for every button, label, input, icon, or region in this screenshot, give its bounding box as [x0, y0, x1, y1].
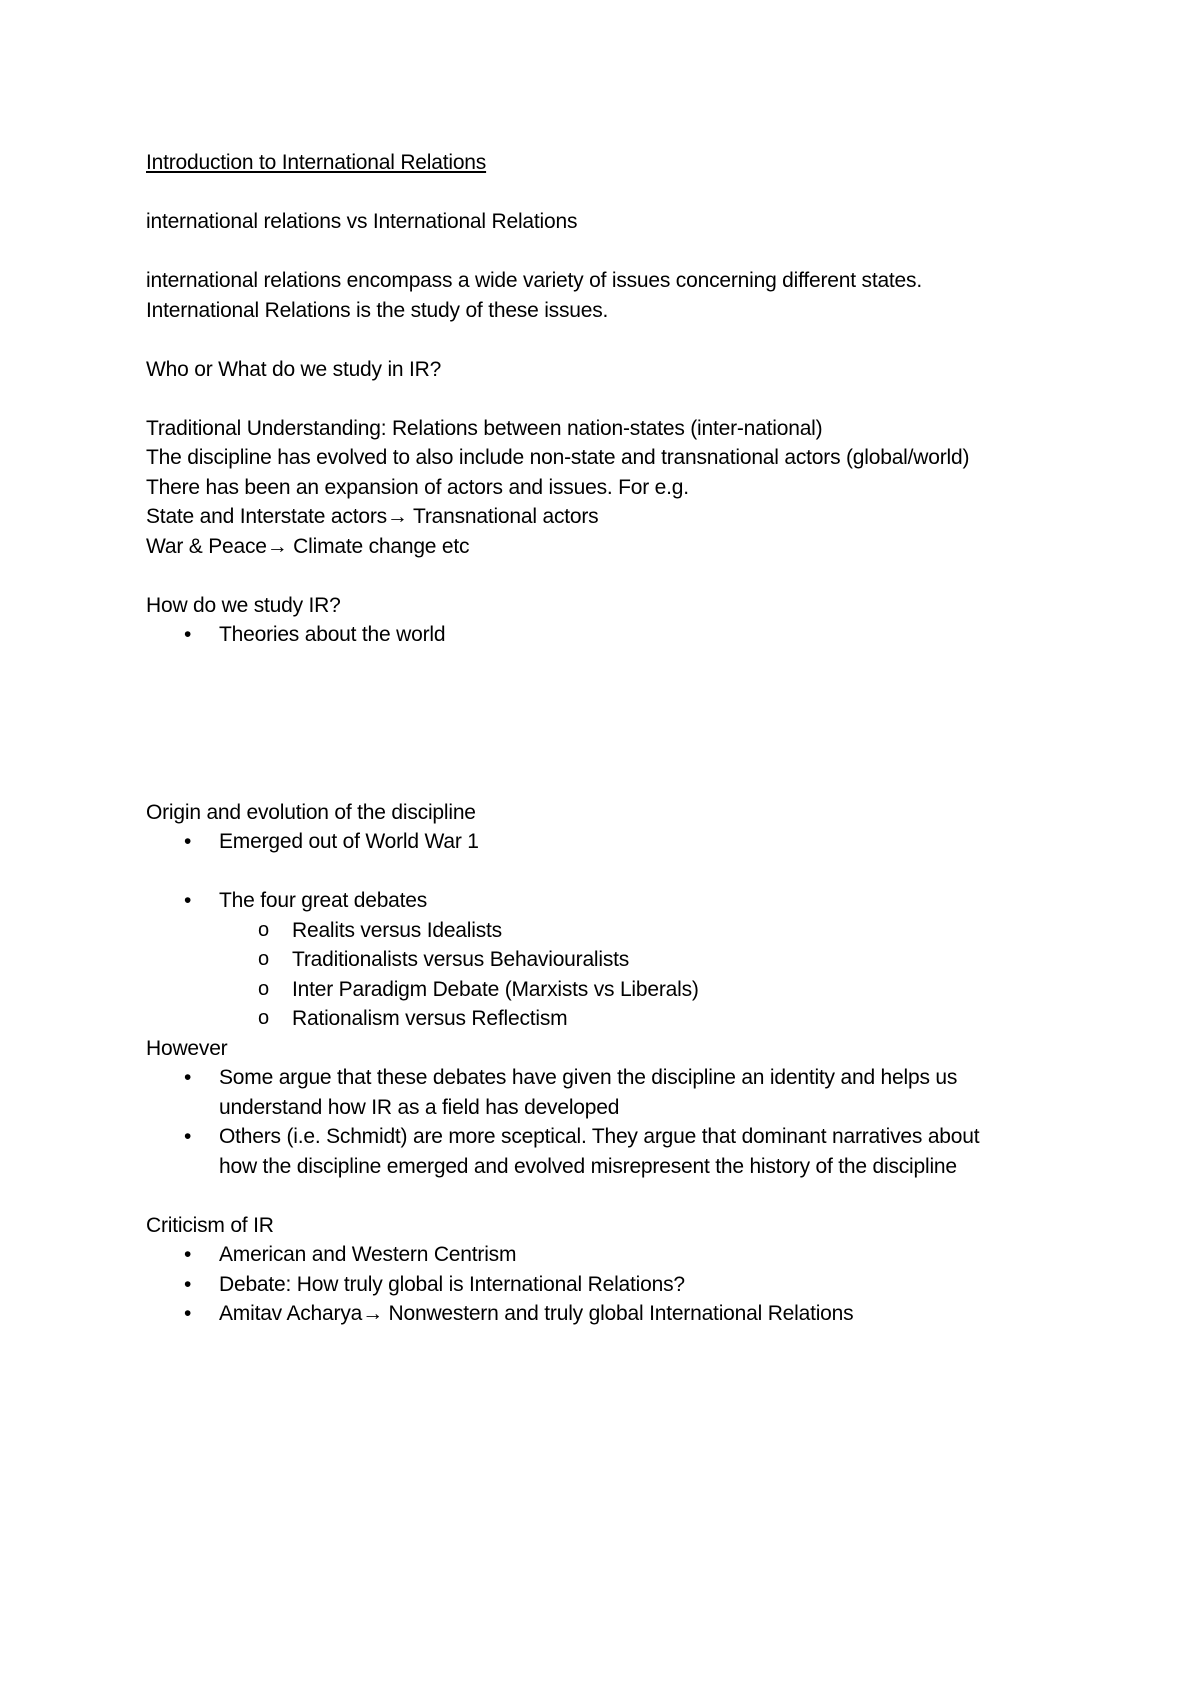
- criticism-list: [146, 1240, 1076, 1329]
- spacer: [146, 237, 1076, 267]
- origin-list: [146, 827, 1076, 857]
- sub-list-item: o Rationalism versus Reflectism: [146, 1004, 1076, 1034]
- debates-list: [146, 916, 1076, 1034]
- who-heading: Who or What do we study in IR?: [146, 357, 442, 381]
- spacer: [146, 650, 1076, 798]
- document-body: [146, 148, 1076, 1329]
- spacer: [146, 561, 1076, 591]
- who-line: The discipline has evolved to also include non-state and transnational actors (global/world): [146, 446, 970, 469]
- sub-list-item: o Realits versus Idealists: [146, 916, 1076, 946]
- list-item: • The four great debates: [146, 886, 1076, 916]
- list-item: • Some argue that these debates have given the discipline an identity and helps us understand how IR as a field has developed: [146, 1063, 999, 1122]
- list-item: • Emerged out of World War 1: [146, 827, 1076, 857]
- spacer: [146, 325, 1076, 355]
- list-item: • Others (i.e. Schmidt) are more sceptical. They argue that dominant narratives about how the discipline emerged and evolved misrepresent the history of the discipline: [146, 1122, 999, 1181]
- however-heading: However: [146, 1036, 228, 1060]
- sub-list-item: o Traditionalists versus Behaviouralists: [146, 945, 1076, 975]
- intro-line-3: International Relations is the study of these issues.: [146, 298, 609, 322]
- origin-list: [146, 886, 1076, 916]
- spacer: [146, 857, 1076, 887]
- who-line: War & Peace→ Climate change etc: [146, 534, 470, 558]
- sub-list-item: o Inter Paradigm Debate (Marxists vs Liberals): [146, 975, 1076, 1005]
- intro-line-1: international relations vs International Relations: [146, 210, 578, 233]
- list-item: • Theories about the world: [146, 620, 1076, 650]
- list-item: • Debate: How truly global is International Relations?: [146, 1270, 1076, 1300]
- list-item: • Amitav Acharya→ Nonwestern and truly global International Relations: [146, 1299, 1076, 1329]
- origin-heading: Origin and evolution of the discipline: [146, 800, 476, 824]
- how-list: [146, 620, 1076, 650]
- however-list: [146, 1063, 1076, 1181]
- page-title: Introduction to International Relations: [146, 151, 487, 174]
- criticism-heading: Criticism of IR: [146, 1213, 274, 1237]
- spacer: [146, 384, 1076, 414]
- spacer: [146, 1181, 1076, 1211]
- who-line: State and Interstate actors→ Transnational actors: [146, 505, 599, 528]
- intro-line-2: international relations encompass a wide variety of issues concerning different states.: [146, 269, 922, 292]
- who-line: Traditional Understanding: Relations between nation-states (inter-national): [146, 416, 823, 440]
- list-item: • American and Western Centrism: [146, 1240, 1076, 1270]
- who-line: There has been an expansion of actors and issues. For e.g.: [146, 475, 689, 499]
- how-heading: How do we study IR?: [146, 593, 341, 617]
- spacer: [146, 178, 1076, 208]
